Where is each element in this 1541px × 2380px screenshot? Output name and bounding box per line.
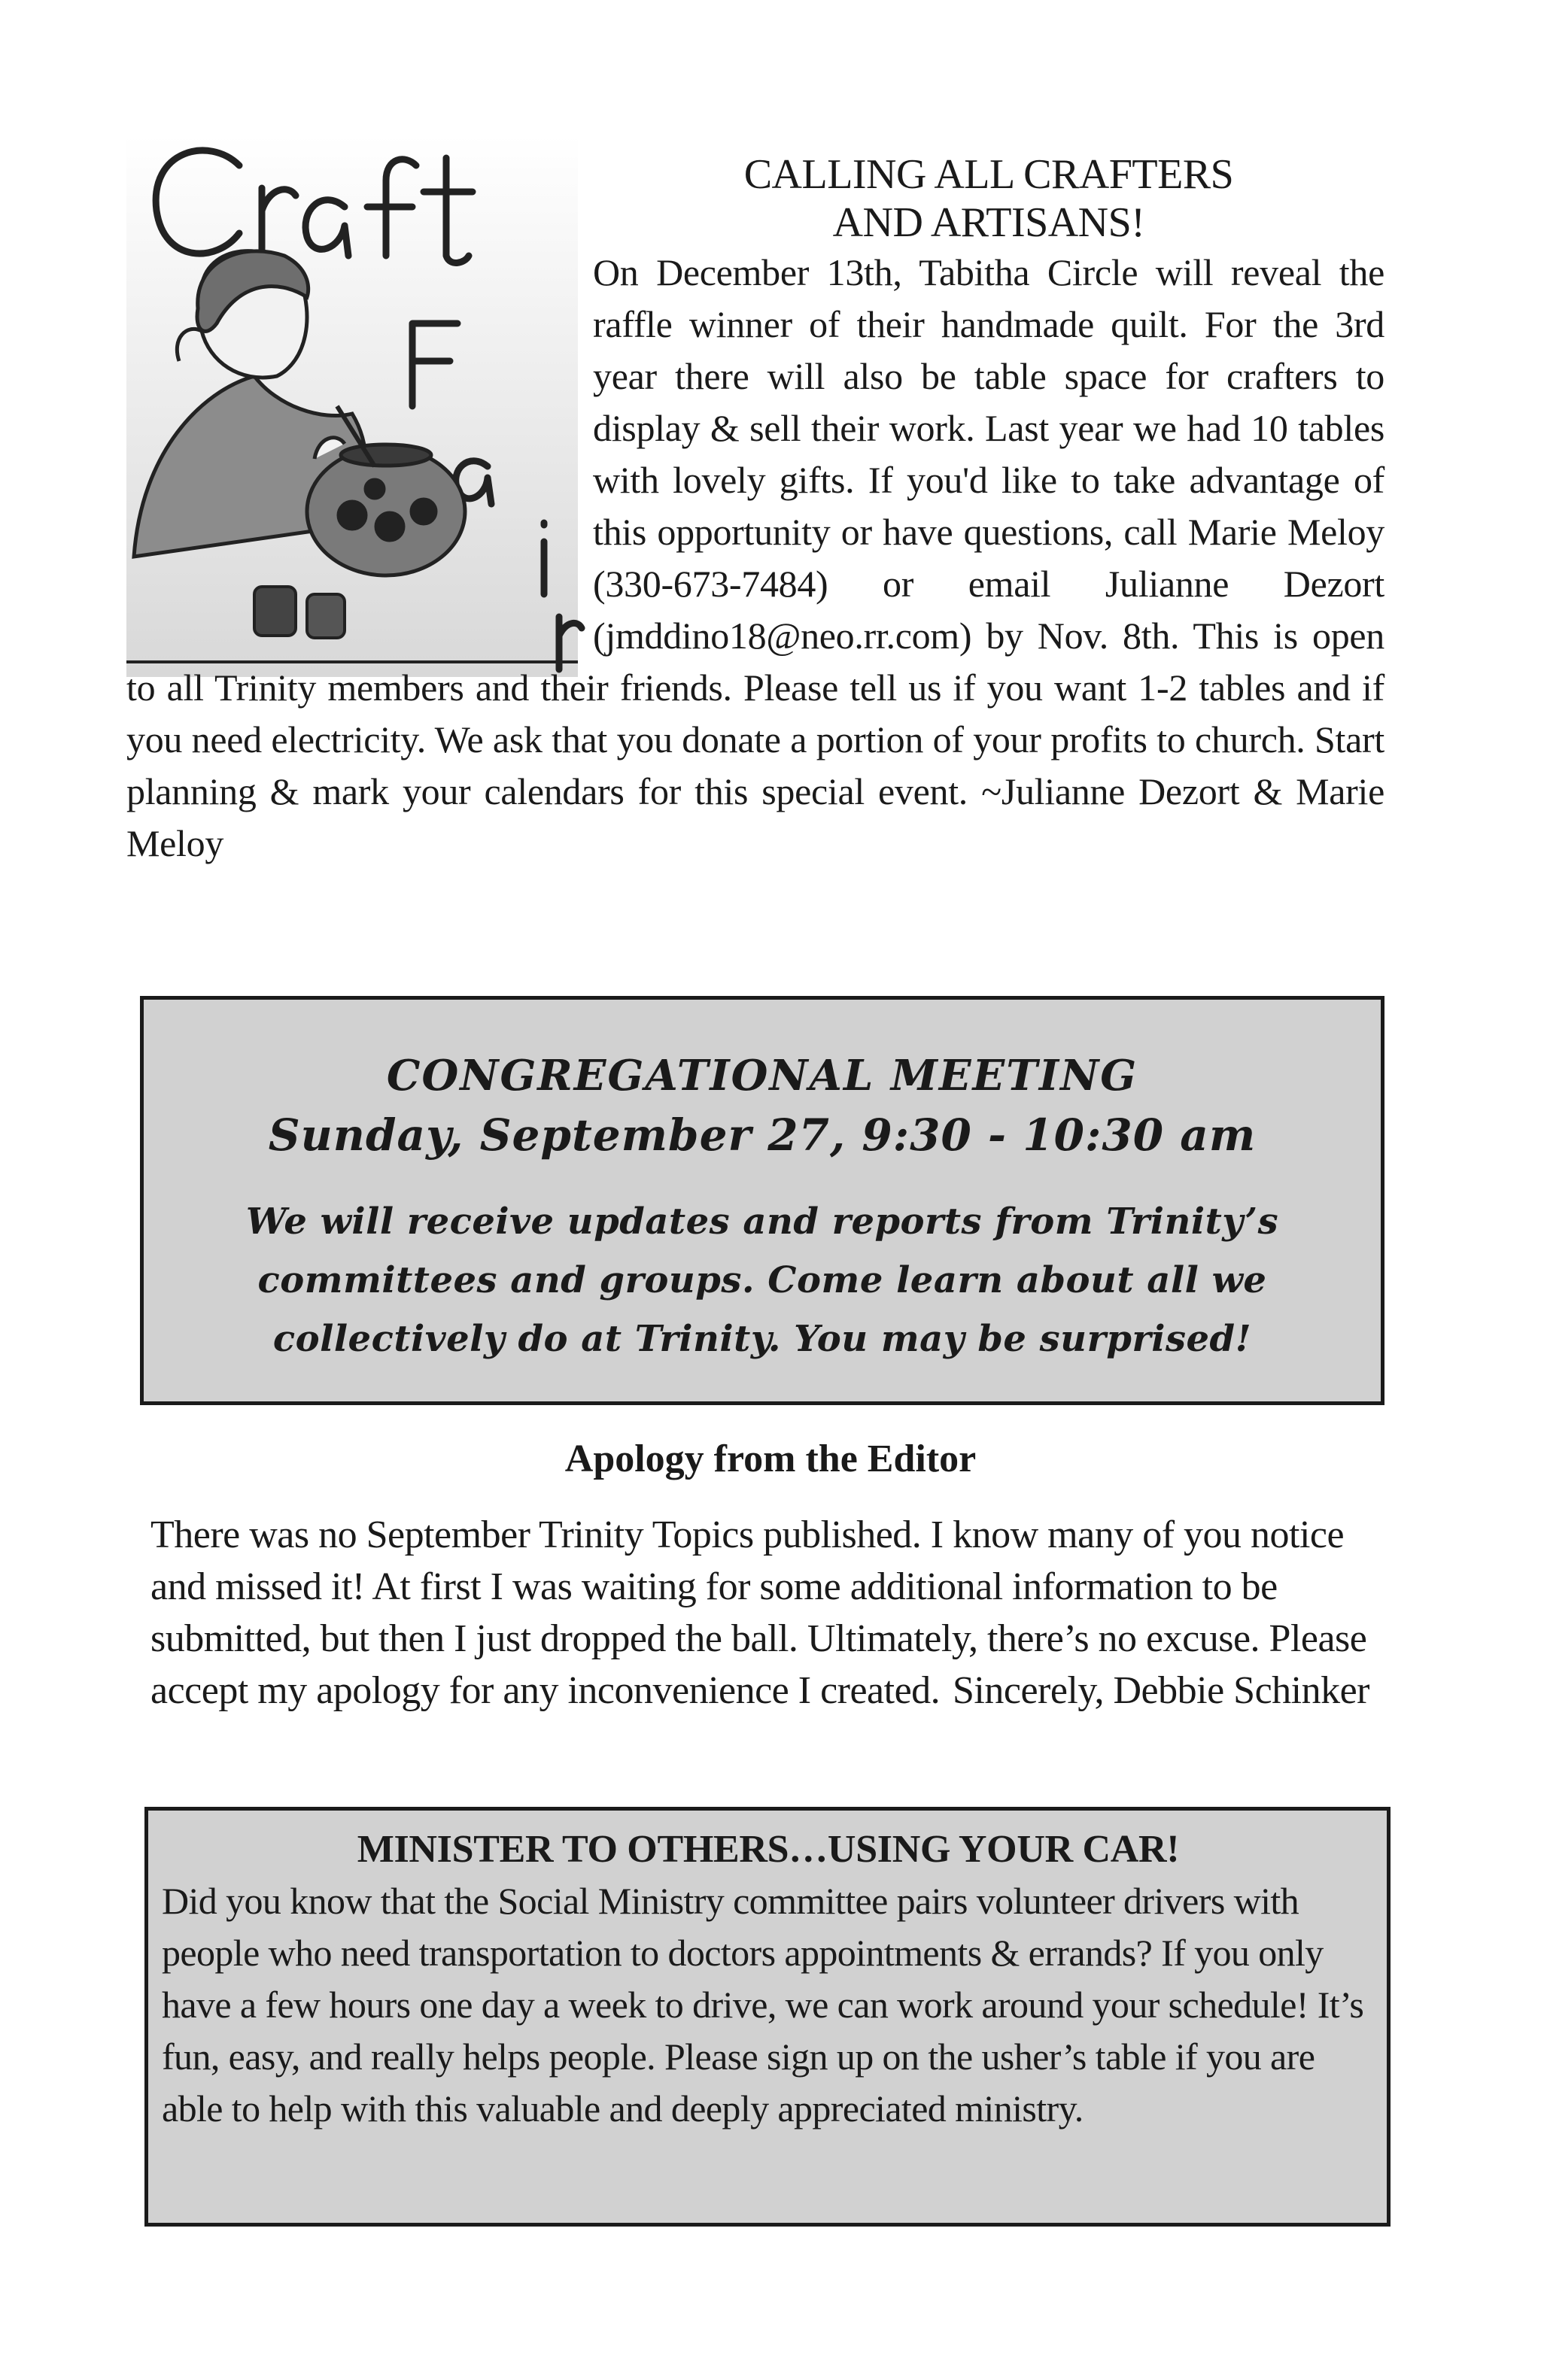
minister-box [144, 1807, 1391, 2227]
craft-fair-body [126, 247, 1384, 870]
craft-fair-heading-line1: CALLING ALL CRAFTERS [743, 151, 1234, 198]
congregational-meeting-box [140, 996, 1384, 1405]
congregational-meeting-date: Sunday, September 27, 9:30 - 10:30 am [268, 1110, 1257, 1161]
apology-heading: Apology from the Editor [564, 1437, 977, 1480]
craft-fair-heading [593, 150, 1384, 247]
apology-text: There was no September Trinity Topics published. I know many of you notice and missed it! At first I was waiting for some additional information to be submitted, but then I just dropped the ball. Ultimately, there’s no excuse. Please accept my apology for any inconvenience I created. [150, 1513, 1367, 1712]
apology-signature: Sincerely, Debbie Schinker [953, 1669, 1369, 1712]
minister-body: Did you know that the Social Ministry committee pairs volunteer drivers with people who need transportation to doctors appointments & errands? If you only have a few hours one day a week to drive, we can work around your schedule! It’s fun, easy, and really helps people. Please sign up on the usher’s table if you are able to help with this valuable and deeply appreciated ministry. [162, 1880, 1364, 2130]
apology-body [150, 1509, 1369, 1717]
craft-fair-heading-line2: AND ARTISANS! [832, 199, 1145, 246]
congregational-meeting-text: We will receive updates and reports from Trinity’s committees and groups. Come learn about all we collectively do at Trinity. You may be surprised! [245, 1201, 1279, 1360]
minister-heading: MINISTER TO OTHERS…USING YOUR CAR! [357, 1828, 1180, 1871]
congregational-meeting-title: CONGREGATIONAL MEETING [386, 1051, 1138, 1100]
craft-fair-text: On December 13th, Tabitha Circle will reveal the raffle winner of their handmade quilt. For the 3rd year there will also be table space for crafters to display & sell their work. Last year we had 10 tables with lovely gifts. If you'd like to take advantage of this opportunity or have questions, call Marie Meloy (330-673-7484) or email Julianne Dezort (jmddino18@neo.rr.com) by Nov. 8th. This is open to all Trinity members and their friends. Please tell us if you want 1-2 tables and if you need electricity. We ask that you donate a portion of your profits to church. Start planning & mark your calendars for this special event. ~Julianne Dezort & Marie Meloy [126, 251, 1384, 864]
